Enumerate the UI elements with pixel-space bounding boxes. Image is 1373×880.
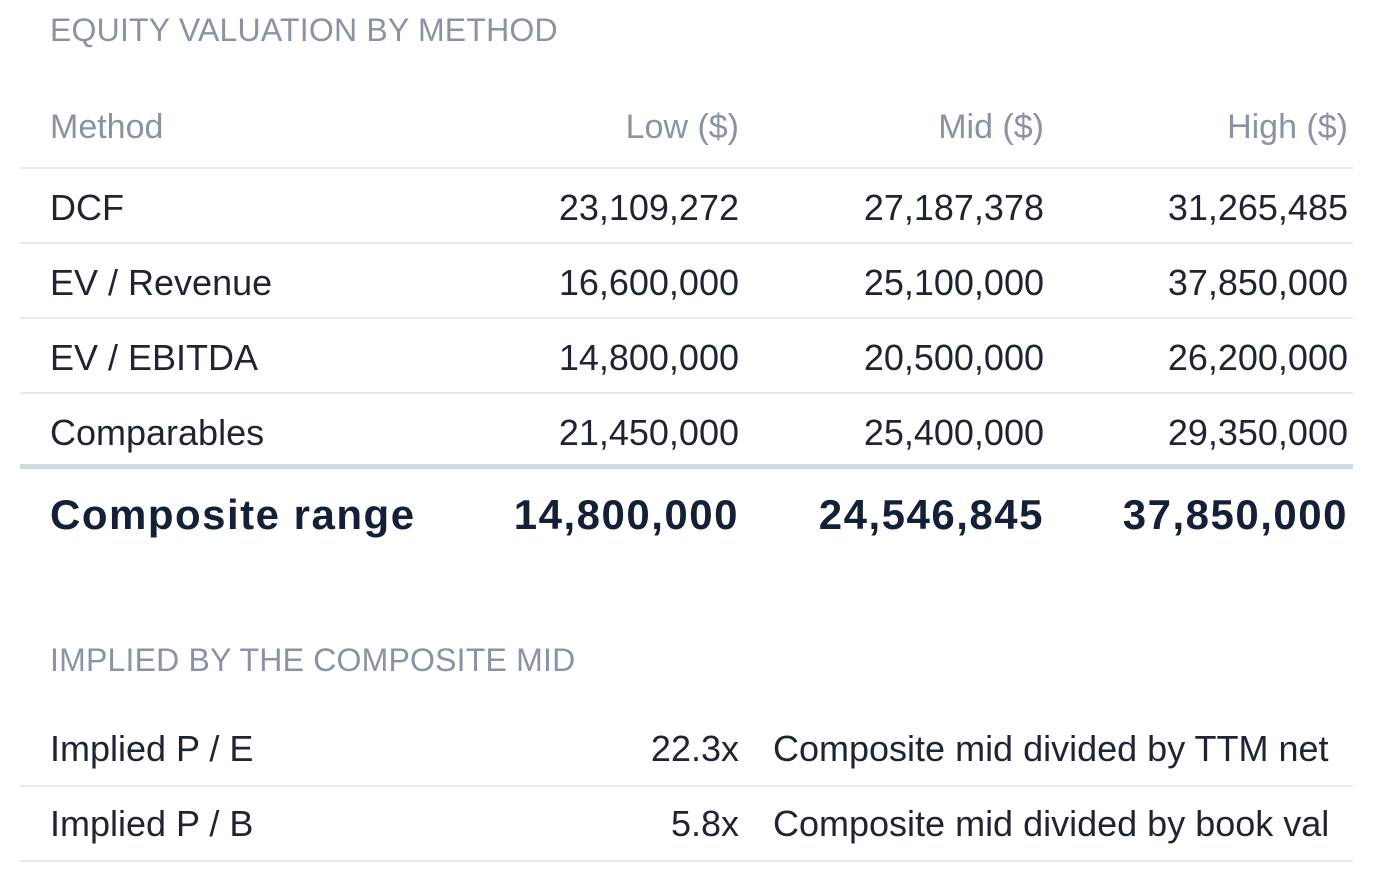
implied-metric-description: Composite mid divided by TTM net <box>773 729 1329 769</box>
low-value: 21,450,000 <box>558 412 739 453</box>
composite-label: Composite range <box>50 491 416 538</box>
low-value: 23,109,272 <box>558 187 739 228</box>
table-row <box>20 787 1353 862</box>
column-header-mid: Mid ($) <box>938 108 1044 146</box>
column-header-method: Method <box>50 108 164 146</box>
mid-value: 25,400,000 <box>863 412 1044 453</box>
implied-metric-label: Implied P / B <box>50 803 254 844</box>
implied-metric-value: 22.3x <box>650 728 739 769</box>
mid-value: 20,500,000 <box>863 337 1044 378</box>
implied-metric-label: Implied P / E <box>50 728 254 769</box>
implied-metric-description: Composite mid divided by book val <box>773 804 1330 844</box>
mid-value: 25,100,000 <box>863 262 1044 303</box>
method-name: EV / EBITDA <box>50 337 259 378</box>
high-value: 26,200,000 <box>1167 337 1348 378</box>
composite-high-value: 37,850,000 <box>1122 491 1348 538</box>
method-name: EV / Revenue <box>50 262 273 303</box>
column-header-high: High ($) <box>1227 108 1348 146</box>
table-row <box>20 244 1353 319</box>
method-name: DCF <box>50 187 124 228</box>
implied-metric-value: 5.8x <box>670 803 739 844</box>
table-row <box>20 712 1353 787</box>
high-value: 31,265,485 <box>1167 187 1348 228</box>
table-row <box>20 394 1353 469</box>
composite-low-value: 14,800,000 <box>513 491 739 538</box>
composite-total-row <box>20 469 1353 569</box>
column-header-low: Low ($) <box>625 108 739 146</box>
valuation-section-title: EQUITY VALUATION BY METHOD <box>50 12 558 48</box>
low-value: 16,600,000 <box>558 262 739 303</box>
mid-value: 27,187,378 <box>863 187 1044 228</box>
high-value: 29,350,000 <box>1167 412 1348 453</box>
table-row <box>20 169 1353 244</box>
high-value: 37,850,000 <box>1167 262 1348 303</box>
valuation-table <box>20 88 1353 569</box>
table-row <box>20 319 1353 394</box>
implied-table <box>20 712 1353 862</box>
composite-mid-value: 24,546,845 <box>818 491 1044 538</box>
method-name: Comparables <box>50 412 265 453</box>
table-header-row <box>20 88 1353 169</box>
implied-section-title: IMPLIED BY THE COMPOSITE MID <box>50 642 576 678</box>
low-value: 14,800,000 <box>558 337 739 378</box>
